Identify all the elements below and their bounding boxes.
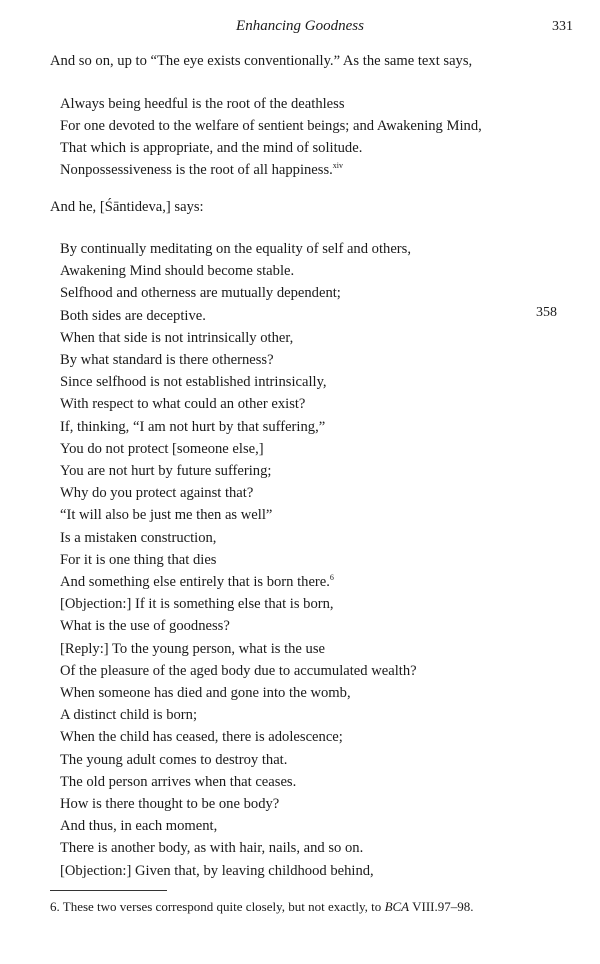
verse-line: Selfhood and otherness are mutually dependent; [60,285,341,302]
running-head-title: Enhancing Goodness [236,18,364,34]
verse-line: A distinct child is born; [60,707,198,724]
verse-line-with-note [60,159,482,181]
verse-line: [Objection:] If it is something else that is born, [60,596,334,613]
verse-line: For it is one thing that dies [60,551,217,568]
verse-line-wrapper [60,371,417,393]
verse-line: When someone has died and gone into the womb, [60,685,351,702]
verse-line: [Reply:] To the young person, what is the use [60,640,326,657]
note-marker: xiv [332,161,344,170]
verse-line: Always being heedful is the root of the deathless [60,96,345,112]
verse-line: Of the pleasure of the aged body due to accumulated wealth? [60,662,417,679]
verse-line-wrapper [60,860,417,882]
verse-line-wrapper [60,793,417,815]
verse-line-wrapper [60,305,417,327]
verse-line: How is there thought to be one body? [60,796,280,813]
verse-line-wrapper [60,815,417,837]
footnote-divider [50,890,167,891]
page-number: 331 [552,19,573,34]
verse-line: The old person arrives when that ceases. [60,773,297,790]
verse-line: That which is appropriate, and the mind of solitude. [60,140,363,156]
verse-line-wrapper [60,327,417,349]
verse-line: Since selfhood is not established intrinsically, [60,374,327,391]
footnote-text: These two verses correspond quite closely, but not exactly, to [62,899,382,914]
verse-line-wrapper [60,93,482,115]
verse-line: And something else entirely that is born there. [60,574,330,591]
verse-line: Awakening Mind should become stable. [60,263,295,280]
verse-line: With respect to what could an other exist? [60,396,306,413]
verse-line-wrapper [60,771,417,793]
verse-line: For one devoted to the welfare of sentient beings; and Awakening Mind, [60,118,482,134]
footnote-reference: VIII.97–98. [412,899,474,914]
verse-line: [Objection:] Given that, by leaving childhood behind, [60,862,374,879]
verse-line-wrapper [60,704,417,726]
note-marker: 6 [329,573,334,583]
verse-line-wrapper [60,393,417,415]
verse-line-wrapper [60,638,417,660]
verse-line: If, thinking, “I am not hurt by that suffering,” [60,418,326,435]
intro-paragraph-2: And he, [Śāntideva,] says: [50,199,204,215]
verse-line: You are not hurt by future suffering; [60,463,272,480]
verse-line: Why do you protect against that? [60,485,254,502]
footnote [50,899,474,915]
verse-line-wrapper [60,593,417,615]
verse-line: Nonpossessiveness is the root of all happiness. [60,162,333,178]
verse-line-wrapper [60,660,417,682]
verse-line-wrapper [60,260,417,282]
verse-block-1 [60,93,482,181]
verse-line-wrapper [60,482,417,504]
verse-line-wrapper [60,416,417,438]
verse-line-wrapper [60,137,482,159]
verse-line-wrapper [60,549,417,571]
verse-line: “It will also be just me then as well” [60,507,273,524]
verse-line: You do not protect [someone else,] [60,440,264,457]
verse-line-wrapper [60,749,417,771]
verse-line-wrapper [60,238,417,260]
verse-line: There is another body, as with hair, nails, and so on. [60,840,364,857]
verse-line: When that side is not intrinsically other, [60,329,294,346]
verse-line-wrapper [60,438,417,460]
verse-line-wrapper [60,282,417,304]
verse-line-wrapper [60,504,417,526]
margin-reference-number: 358 [536,305,557,320]
verse-line-wrapper [60,726,417,748]
verse-block-2 [60,238,417,882]
verse-line: Both sides are deceptive. [60,307,206,324]
footnote-number: 6. [50,899,60,914]
verse-line-wrapper [60,682,417,704]
verse-line: Is a mistaken construction, [60,529,217,546]
intro-paragraph: And so on, up to “The eye exists conventionally.” As the same text says, [50,53,473,69]
verse-line: When the child has ceased, there is adolescence; [60,729,343,746]
verse-line: By what standard is there otherness? [60,352,274,369]
verse-line: And thus, in each moment, [60,818,218,835]
verse-line-wrapper [60,115,482,137]
verse-line-wrapper [60,527,417,549]
verse-line-wrapper [60,837,417,859]
verse-line: By continually meditating on the equality of self and others, [60,241,411,257]
verse-line-wrapper [60,460,417,482]
verse-line-wrapper [60,349,417,371]
verse-line: What is the use of goodness? [60,618,230,635]
verse-line-wrapper [60,615,417,637]
verse-line-with-note [60,571,417,593]
verse-line: The young adult comes to destroy that. [60,751,288,768]
footnote-title: BCA [384,899,410,914]
